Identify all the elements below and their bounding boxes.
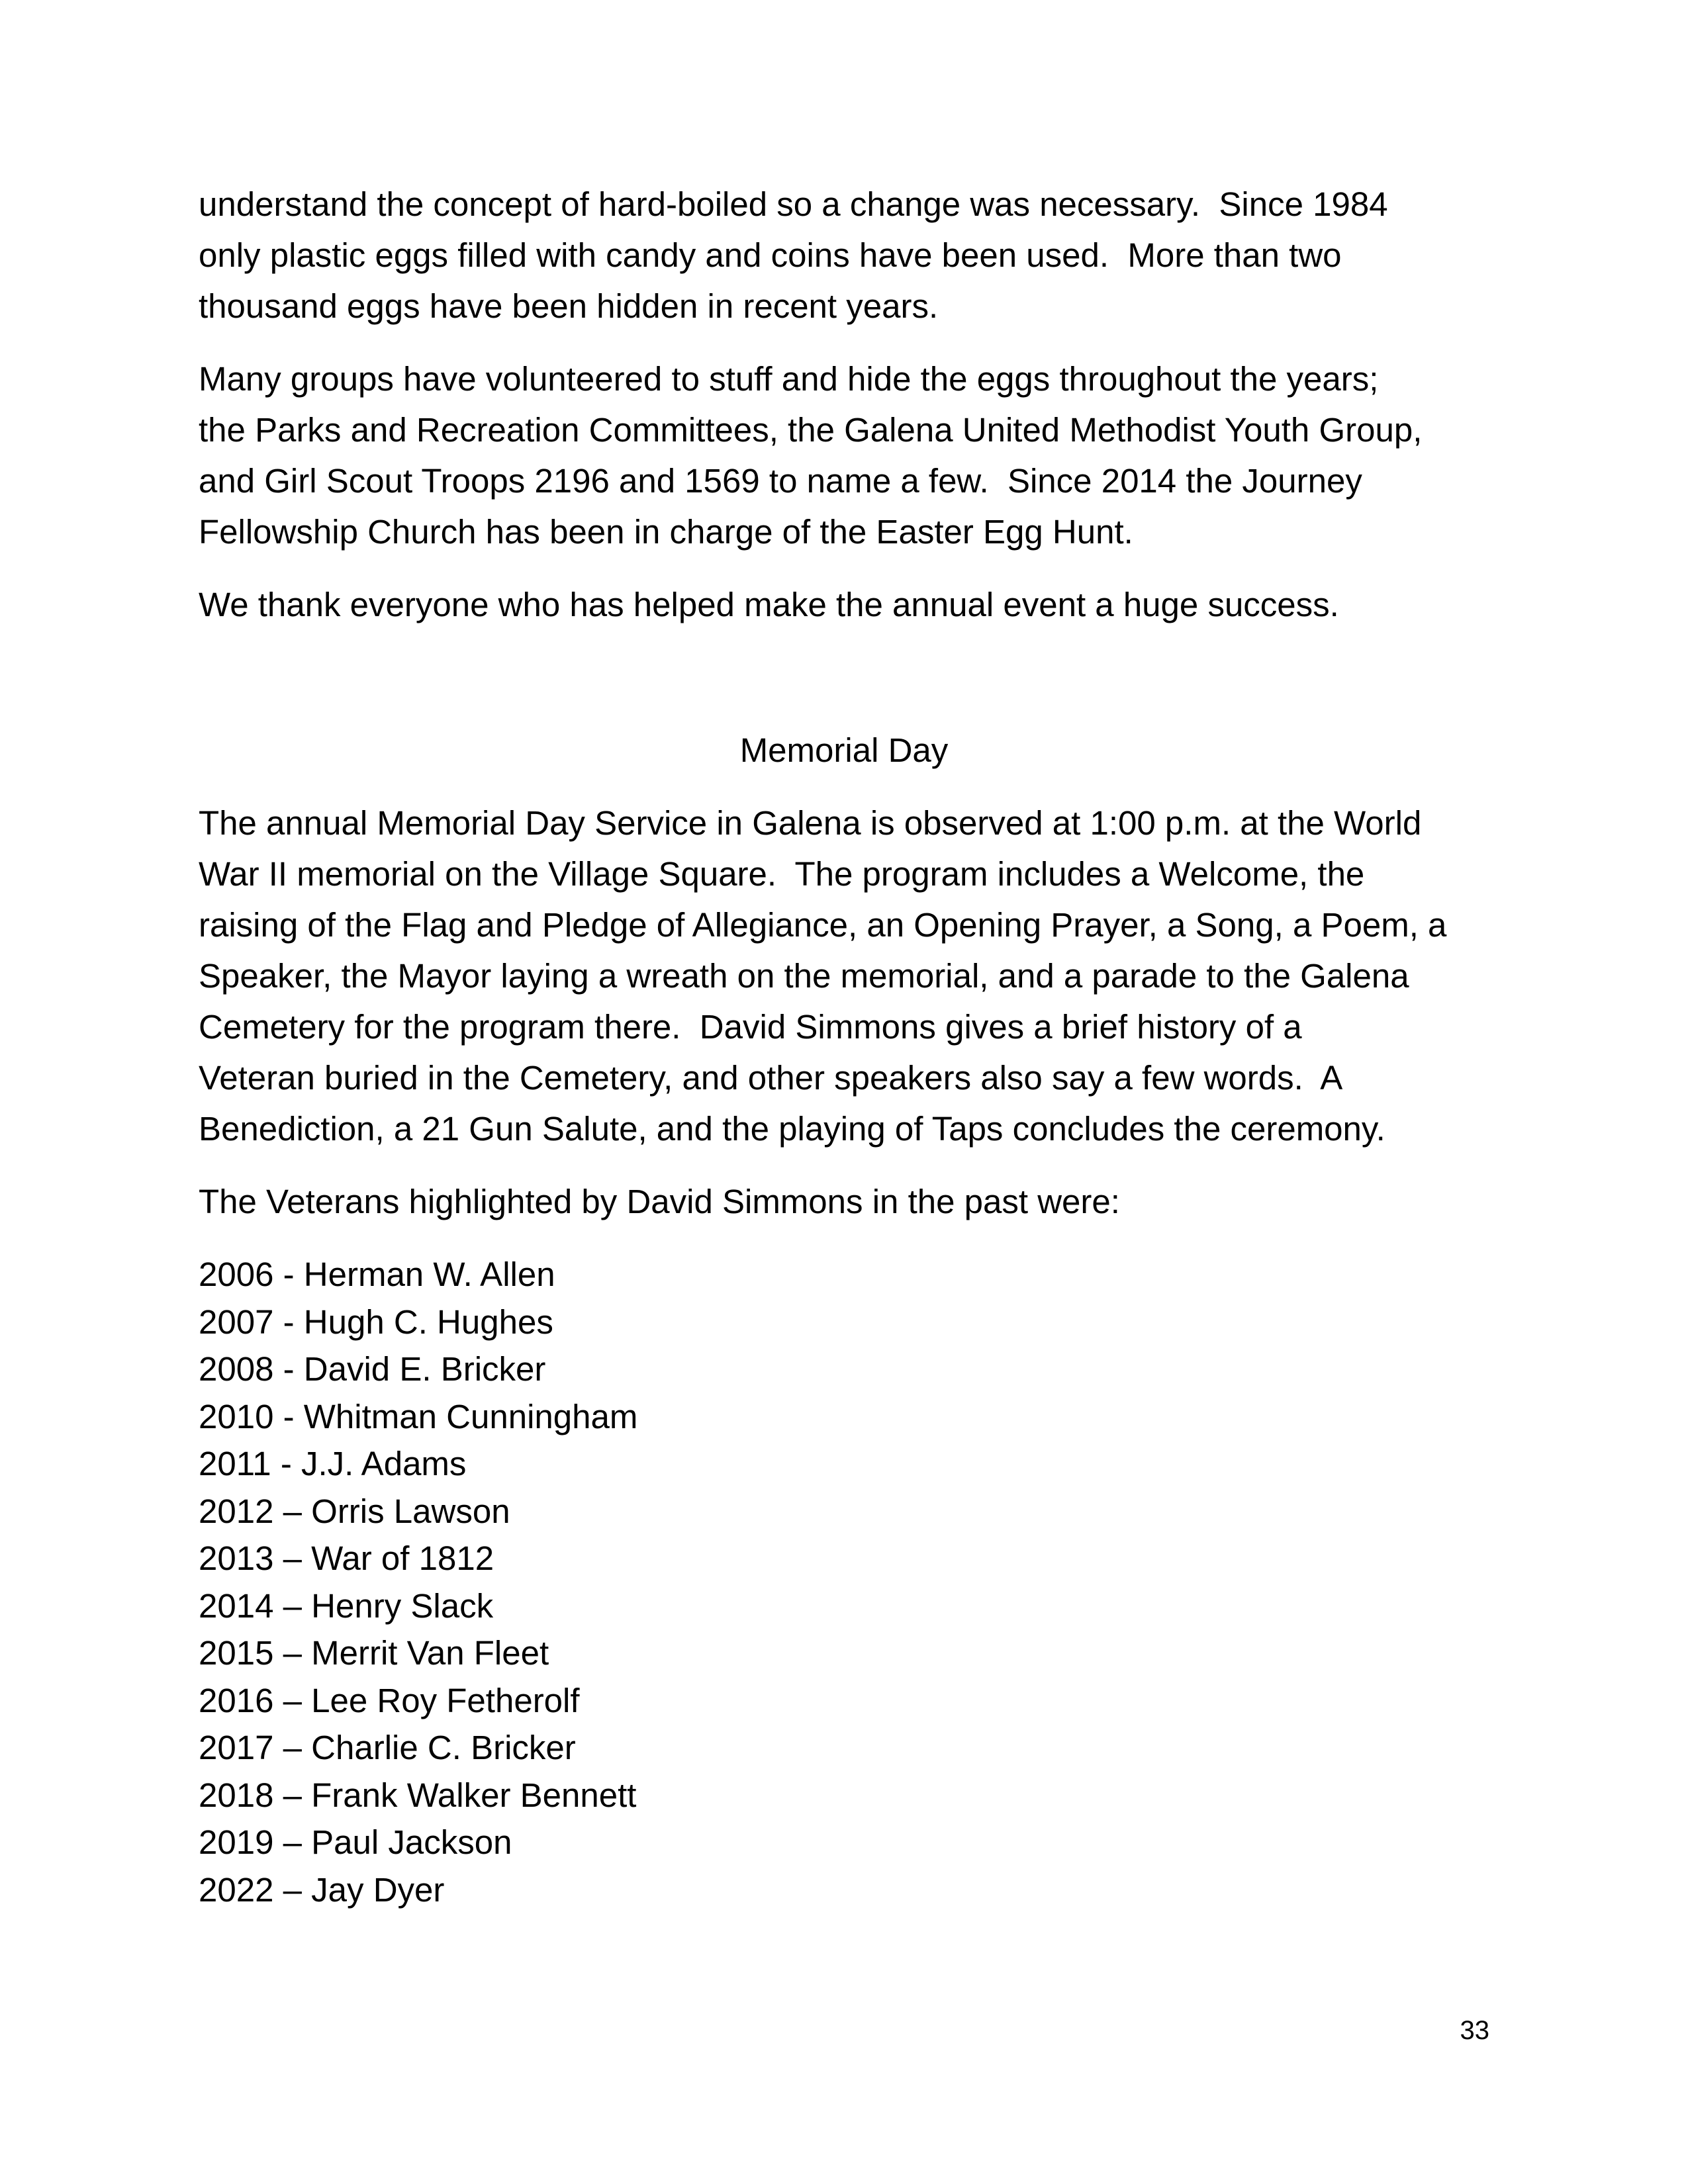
- text-line: and Girl Scout Troops 2196 and 1569 to name a few. Since 2014 the Journey: [199, 462, 1362, 500]
- text-line: only plastic eggs filled with candy and coins have been used. More than two: [199, 236, 1342, 274]
- paragraph-thanks: [199, 579, 1489, 630]
- text-line: 2022 – Jay Dyer: [199, 1870, 445, 1909]
- text-line: Fellowship Church has been in charge of the Easter Egg Hunt.: [199, 513, 1133, 551]
- text-line: War II memorial on the Village Square. The program includes a Welcome, the: [199, 855, 1365, 893]
- text-line: 2017 – Charlie C. Bricker: [199, 1729, 576, 1766]
- text-line: 2012 – Orris Lawson: [199, 1492, 510, 1530]
- text-line: Speaker, the Mayor laying a wreath on the memorial, and a parade to the Galena: [199, 957, 1409, 995]
- text-line: Veteran buried in the Cemetery, and other speakers also say a few words. A: [199, 1059, 1343, 1097]
- text-line: 2006 - Herman W. Allen: [199, 1255, 555, 1293]
- text-line: The annual Memorial Day Service in Galena is observed at 1:00 p.m. at the World: [199, 804, 1422, 842]
- paragraph-volunteers: [199, 353, 1489, 557]
- text-line: Cemetery for the program there. David Simmons gives a brief history of a: [199, 1008, 1302, 1046]
- paragraph-easter-eggs: [199, 179, 1489, 332]
- text-line: raising of the Flag and Pledge of Allegiance, an Opening Prayer, a Song, a Poem, a: [199, 906, 1447, 944]
- text-line: 2011 - J.J. Adams: [199, 1445, 467, 1482]
- text-line: 2010 - Whitman Cunningham: [199, 1397, 638, 1435]
- text-line: 2015 – Merrit Van Fleet: [199, 1634, 549, 1672]
- text-line: 2008 - David E. Bricker: [199, 1350, 546, 1388]
- paragraph-memorial-service: [199, 797, 1489, 1154]
- text-line: the Parks and Recreation Committees, the Galena United Methodist Youth Group,: [199, 411, 1423, 449]
- text-line: Benediction, a 21 Gun Salute, and the playing of Taps concludes the ceremony.: [199, 1110, 1385, 1148]
- text-line: 2014 – Henry Slack: [199, 1586, 494, 1625]
- text-line: thousand eggs have been hidden in recent years.: [199, 287, 939, 325]
- text-line: 2007 - Hugh C. Hughes: [199, 1302, 553, 1341]
- section-heading-memorial-day: Memorial Day: [739, 731, 949, 769]
- text-line: understand the concept of hard-boiled so a change was necessary. Since 1984: [199, 185, 1388, 223]
- page-number: 33: [1460, 2016, 1489, 2045]
- text-line: 2016 – Lee Roy Fetherolf: [199, 1681, 580, 1719]
- text-line: Many groups have volunteered to stuff and hide the eggs throughout the years;: [199, 360, 1379, 398]
- text-line: 2018 – Frank Walker Bennett: [199, 1776, 637, 1814]
- veterans-year-list: [199, 1251, 1489, 1913]
- text-line: 2019 – Paul Jackson: [199, 1823, 512, 1861]
- text-line: We thank everyone who has helped make the annual event a huge success.: [199, 586, 1339, 623]
- text-line: The Veterans highlighted by David Simmons in the past were:: [199, 1183, 1120, 1220]
- text-line: 2013 – War of 1812: [199, 1539, 494, 1577]
- paragraph-veterans-intro: [199, 1176, 1489, 1227]
